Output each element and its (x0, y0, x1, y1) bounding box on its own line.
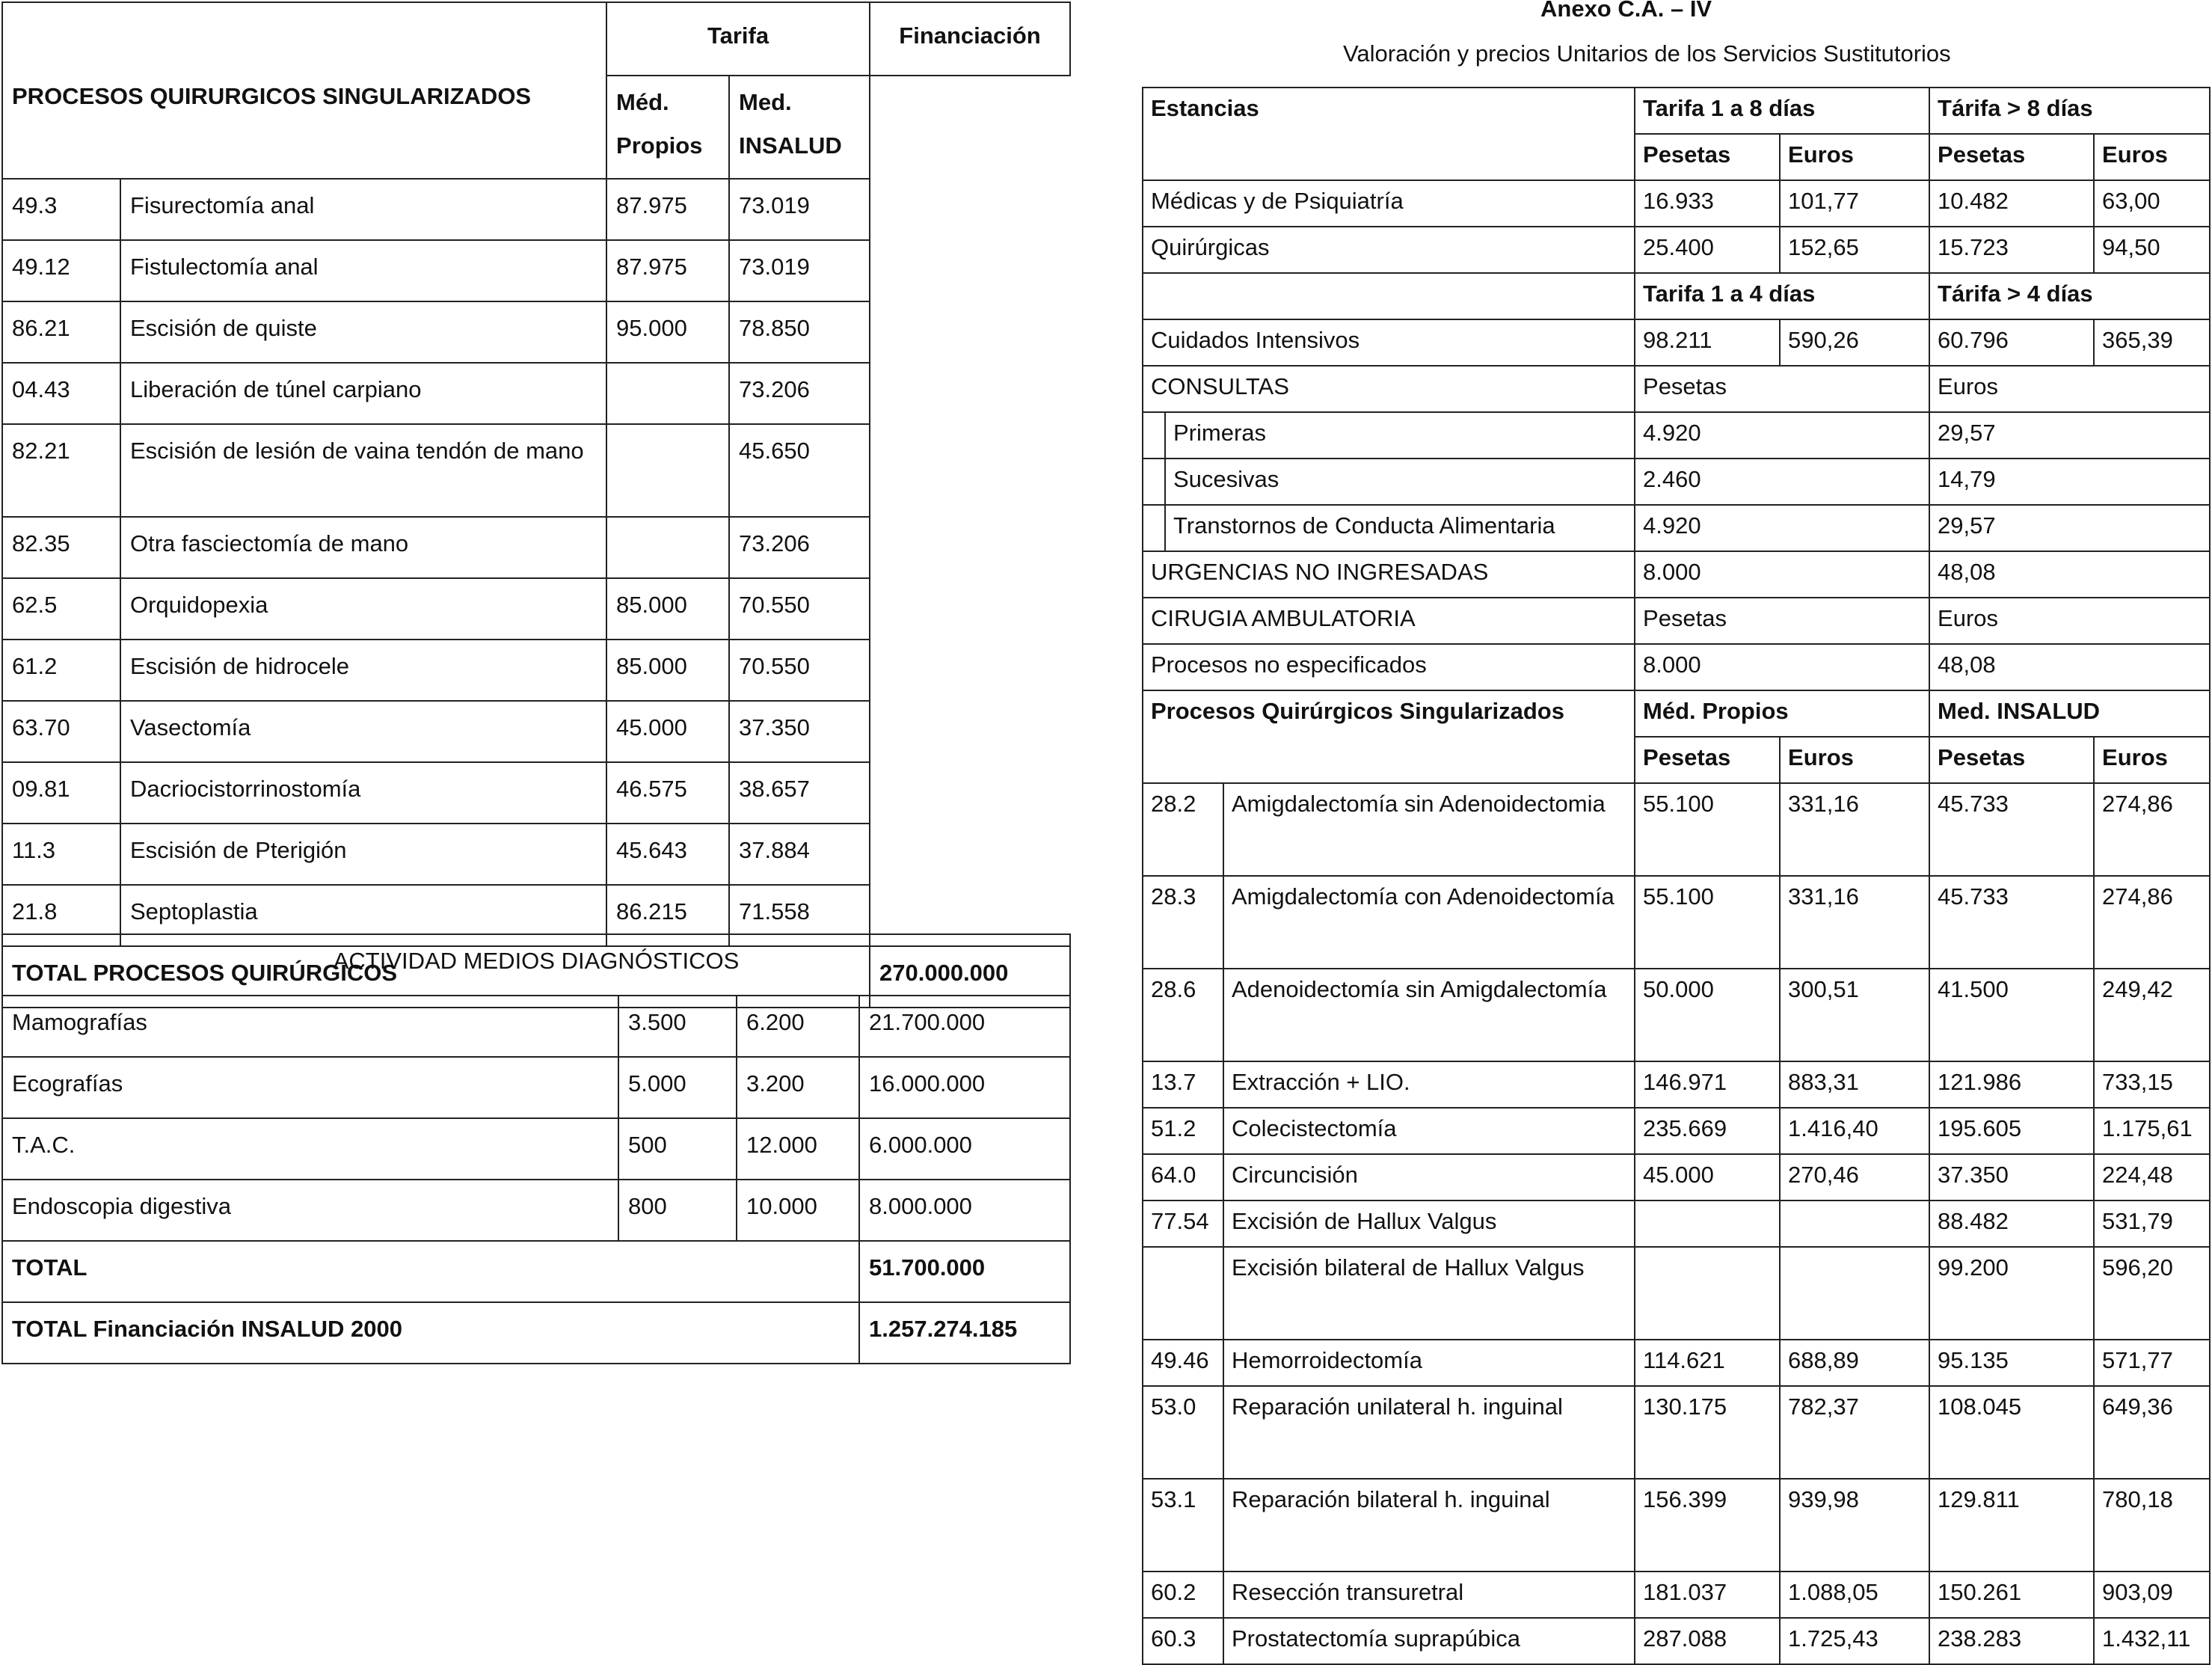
table-row (1143, 180, 2210, 227)
tarifa-1-8-header: Tarifa 1 a 8 días (1635, 88, 1929, 134)
cell-value: 29,57 (1929, 412, 2210, 459)
anexo-title: Anexo C.A. – IV (1540, 0, 1712, 22)
cell-value: 780,18 (2094, 1479, 2210, 1572)
proceso-name: Reparación unilateral h. inguinal (1223, 1386, 1635, 1479)
diagnostico-cantidad: 800 (618, 1180, 737, 1241)
proceso-name: Prostatectomía suprapúbica (1223, 1618, 1635, 1664)
diagnostico-name: Ecografías (2, 1057, 618, 1118)
cell-value: 55.100 (1635, 876, 1780, 969)
table-row (1143, 1479, 2210, 1572)
proceso-code: 28.3 (1143, 876, 1223, 969)
cell-value: 596,20 (2094, 1247, 2210, 1340)
proceso-code: 49.12 (2, 240, 120, 301)
cell-value: 300,51 (1780, 969, 1929, 1061)
cell-value: 195.605 (1929, 1108, 2094, 1154)
table-row (2, 517, 1070, 578)
consulta-cell (1143, 459, 1635, 505)
pesetas-label: Pesetas (1635, 366, 1929, 412)
proceso-name: Resección transuretral (1223, 1572, 1635, 1618)
cell-value: 29,57 (1929, 505, 2210, 551)
cell-value: 8.000 (1635, 551, 1929, 598)
procesos-quirurgicos-table (1, 1, 1071, 1008)
cell-value: 331,16 (1780, 876, 1929, 969)
proceso-code: 64.0 (1143, 1154, 1223, 1201)
cell-value: 152,65 (1780, 227, 1929, 273)
valoracion-precios-table (1142, 87, 2211, 1665)
cell-value: 50.000 (1635, 969, 1780, 1061)
proceso-propios: 46.575 (606, 762, 729, 824)
cell-value: 649,36 (2094, 1386, 2210, 1479)
proceso-insalud: 73.206 (729, 363, 870, 424)
table-row (1143, 1201, 2210, 1247)
proceso-insalud: 73.019 (729, 179, 870, 240)
cell-value: 45.733 (1929, 783, 2094, 876)
cell-value: 41.500 (1929, 969, 2094, 1061)
pqs-header: Procesos Quirúrgicos Singularizados (1143, 690, 1635, 783)
cell-value: 94,50 (2094, 227, 2210, 273)
cell-value: 25.400 (1635, 227, 1780, 273)
tarifa-header: Tarifa (606, 2, 870, 76)
table-row (1143, 783, 2210, 876)
proceso-name: Fisurectomía anal (120, 179, 606, 240)
total-financiacion-label: TOTAL Financiación INSALUD 2000 (2, 1302, 859, 1364)
proceso-code: 28.2 (1143, 783, 1223, 876)
table-row (2, 1057, 1070, 1118)
cell-value: 114.621 (1635, 1340, 1780, 1386)
cell-value: 37.350 (1929, 1154, 2094, 1201)
med-insalud-header: Med. INSALUD (1929, 690, 2210, 737)
cell-value: 95.135 (1929, 1340, 2094, 1386)
table-row (2, 1118, 1070, 1180)
cell-value: 45.733 (1929, 876, 2094, 969)
proceso-code: 09.81 (2, 762, 120, 824)
proceso-code: 63.70 (2, 701, 120, 762)
diagnostico-total: 16.000.000 (859, 1057, 1070, 1118)
table-row (2, 701, 1070, 762)
proceso-name: Escisión de Pterigión (120, 824, 606, 885)
anexo-subtitle: Valoración y precios Unitarios de los Servicios Sustitutorios (1343, 40, 1951, 67)
cell-value: 287.088 (1635, 1618, 1780, 1664)
euros-label: Euros (1929, 366, 2210, 412)
consulta-label: Primeras (1173, 420, 1267, 446)
proceso-propios: 95.000 (606, 301, 729, 363)
cell-value: 571,77 (2094, 1340, 2210, 1386)
med-propios-header: Méd. Propios (1635, 690, 1929, 737)
euros-header: Euros (2094, 134, 2210, 180)
table-row (1143, 1154, 2210, 1201)
proceso-name: Amigdalectomía sin Adenoidectomia (1223, 783, 1635, 876)
consulta-label: Transtornos de Conducta Alimentaria (1173, 512, 1555, 539)
row-label: Cuidados Intensivos (1143, 319, 1635, 366)
proceso-insalud: 78.850 (729, 301, 870, 363)
proceso-code: 60.3 (1143, 1618, 1223, 1664)
total-label: TOTAL (2, 1241, 859, 1302)
proceso-insalud: 38.657 (729, 762, 870, 824)
euros-header: Euros (1780, 134, 1929, 180)
row-label: Médicas y de Psiquiatría (1143, 180, 1635, 227)
cell-value: 88.482 (1929, 1201, 2094, 1247)
diagnosticos-title: ACTIVIDAD MEDIOS DIAGNÓSTICOS (2, 934, 1070, 996)
med-propios-header: Méd. Propios (606, 76, 729, 179)
table-row (1143, 319, 2210, 366)
euros-header: Euros (2094, 737, 2210, 783)
cell-value: 270,46 (1780, 1154, 1929, 1201)
table-row (2, 301, 1070, 363)
procesos-header-title: PROCESOS QUIRURGICOS SINGULARIZADOS (2, 2, 606, 179)
table-row (1143, 1340, 2210, 1386)
proceso-code: 11.3 (2, 824, 120, 885)
proceso-insalud: 73.019 (729, 240, 870, 301)
cell-value (1780, 1247, 1929, 1340)
cell-value: 4.920 (1635, 505, 1929, 551)
proceso-name: Escisión de quiste (120, 301, 606, 363)
table-row (2, 363, 1070, 424)
cell-value: 55.100 (1635, 783, 1780, 876)
tarifa-gt4-header: Tárifa > 4 días (1929, 273, 2210, 319)
cell-value: 331,16 (1780, 783, 1929, 876)
proceso-name: Colecistectomía (1223, 1108, 1635, 1154)
proceso-propios (606, 517, 729, 578)
cell-value: 130.175 (1635, 1386, 1780, 1479)
proceso-propios (606, 363, 729, 424)
table-row (2, 996, 1070, 1057)
cell-value: 365,39 (2094, 319, 2210, 366)
pesetas-header: Pesetas (1929, 134, 2094, 180)
diagnostico-tarifa: 6.200 (737, 996, 859, 1057)
diagnostico-total: 8.000.000 (859, 1180, 1070, 1241)
table-row (1143, 644, 2210, 690)
diagnostico-tarifa: 3.200 (737, 1057, 859, 1118)
pesetas-header: Pesetas (1635, 134, 1780, 180)
table-row (1143, 505, 2210, 551)
table-row (2, 179, 1070, 240)
diagnostico-cantidad: 500 (618, 1118, 737, 1180)
diagnostico-total: 6.000.000 (859, 1118, 1070, 1180)
cell-value: 2.460 (1635, 459, 1929, 505)
proceso-insalud: 70.550 (729, 578, 870, 640)
cell-value: 274,86 (2094, 876, 2210, 969)
proceso-name: Vasectomía (120, 701, 606, 762)
cell-value: 883,31 (1780, 1061, 1929, 1108)
diagnostico-cantidad: 5.000 (618, 1057, 737, 1118)
cell-value: 4.920 (1635, 412, 1929, 459)
proceso-code: 82.35 (2, 517, 120, 578)
cell-value: 10.482 (1929, 180, 2094, 227)
diagnostico-name: Endoscopia digestiva (2, 1180, 618, 1241)
proceso-propios: 85.000 (606, 640, 729, 701)
table-row (1143, 1247, 2210, 1340)
cell-value: 15.723 (1929, 227, 2094, 273)
proceso-name: Excisión bilateral de Hallux Valgus (1223, 1247, 1635, 1340)
cell-value: 48,08 (1929, 644, 2210, 690)
pesetas-label: Pesetas (1635, 598, 1929, 644)
cell-value: 782,37 (1780, 1386, 1929, 1479)
proceso-name: Circuncisión (1223, 1154, 1635, 1201)
proceso-insalud: 70.550 (729, 640, 870, 701)
estancias-header: Estancias (1143, 88, 1635, 180)
total-procesos-value: 270.000.000 (870, 946, 1070, 1008)
cell-value: 8.000 (1635, 644, 1929, 690)
med-insalud-header: Med. INSALUD (729, 76, 870, 179)
cell-value: 1.175,61 (2094, 1108, 2210, 1154)
proceso-code: 49.3 (2, 179, 120, 240)
cell-value: 531,79 (2094, 1201, 2210, 1247)
consulta-cell (1143, 412, 1635, 459)
proceso-name: Escisión de lesión de vaina tendón de mano (120, 424, 606, 517)
pesetas-header: Pesetas (1929, 737, 2094, 783)
proceso-insalud: 45.650 (729, 424, 870, 517)
table-row (2, 762, 1070, 824)
table-row (1143, 227, 2210, 273)
table-row (1143, 1386, 2210, 1479)
cell-value: 1.416,40 (1780, 1108, 1929, 1154)
cell-value (1635, 1201, 1780, 1247)
proceso-name: Extracción + LIO. (1223, 1061, 1635, 1108)
cell-value: 249,42 (2094, 969, 2210, 1061)
row-label: Quirúrgicas (1143, 227, 1635, 273)
cell-value: 45.000 (1635, 1154, 1780, 1201)
proceso-name: Adenoidectomía sin Amigdalectomía (1223, 969, 1635, 1061)
financiacion-header: Financiación (870, 2, 1070, 76)
proceso-propios: 87.975 (606, 179, 729, 240)
table-row (1143, 412, 2210, 459)
cell-value: 733,15 (2094, 1061, 2210, 1108)
proceso-name: Otra fasciectomía de mano (120, 517, 606, 578)
medios-diagnosticos-table (1, 933, 1071, 1364)
cell-value: 129.811 (1929, 1479, 2094, 1572)
euros-header: Euros (1780, 737, 1929, 783)
diagnostico-tarifa: 10.000 (737, 1180, 859, 1241)
table-row (2, 640, 1070, 701)
proceso-name: Amigdalectomía con Adenoidectomía (1223, 876, 1635, 969)
proceso-name: Dacriocistorrinostomía (120, 762, 606, 824)
proceso-code: 21.8 (2, 885, 120, 946)
proceso-propios (606, 424, 729, 517)
cell-value: 108.045 (1929, 1386, 2094, 1479)
diagnostico-name: T.A.C. (2, 1118, 618, 1180)
proceso-propios: 86.215 (606, 885, 729, 946)
cell-value: 101,77 (1780, 180, 1929, 227)
cell-value: 156.399 (1635, 1479, 1780, 1572)
consultas-header: CONSULTAS (1143, 366, 1635, 412)
diagnostico-total: 21.700.000 (859, 996, 1070, 1057)
proceso-code (1143, 1247, 1223, 1340)
cell-value: 48,08 (1929, 551, 2210, 598)
cell-value: 63,00 (2094, 180, 2210, 227)
table-row (1143, 876, 2210, 969)
cell-value: 590,26 (1780, 319, 1929, 366)
proceso-name: Liberación de túnel carpiano (120, 363, 606, 424)
table-row (1143, 1572, 2210, 1618)
cell-value: 146.971 (1635, 1061, 1780, 1108)
cell-value: 60.796 (1929, 319, 2094, 366)
cell-value: 235.669 (1635, 1108, 1780, 1154)
proceso-code: 62.5 (2, 578, 120, 640)
proceso-code: 53.0 (1143, 1386, 1223, 1479)
cell-value (1780, 1201, 1929, 1247)
total-value: 51.700.000 (859, 1241, 1070, 1302)
proceso-insalud: 73.206 (729, 517, 870, 578)
cell-value: 1.725,43 (1780, 1618, 1929, 1664)
cell-value: 1.088,05 (1780, 1572, 1929, 1618)
table-row (1143, 969, 2210, 1061)
table-row (1143, 1108, 2210, 1154)
cell-value: 150.261 (1929, 1572, 2094, 1618)
cell-value: 1.432,11 (2094, 1618, 2210, 1664)
table-row (2, 824, 1070, 885)
proceso-propios: 45.000 (606, 701, 729, 762)
cell-value: 98.211 (1635, 319, 1780, 366)
proceso-code: 49.46 (1143, 1340, 1223, 1386)
cell-value: 14,79 (1929, 459, 2210, 505)
cirugia-header: CIRUGIA AMBULATORIA (1143, 598, 1635, 644)
proceso-code: 53.1 (1143, 1479, 1223, 1572)
cell-value: 99.200 (1929, 1247, 2094, 1340)
proceso-code: 60.2 (1143, 1572, 1223, 1618)
total-procesos-label: TOTAL PROCESOS QUIRÚRGICOS (2, 946, 870, 1008)
table-row (1143, 459, 2210, 505)
tarifa-gt8-header: Tárifa > 8 días (1929, 88, 2210, 134)
proceso-code: 61.2 (2, 640, 120, 701)
euros-label: Euros (1929, 598, 2210, 644)
total-financiacion-value: 1.257.274.185 (859, 1302, 1070, 1364)
proceso-name: Escisión de hidrocele (120, 640, 606, 701)
table-row (2, 1180, 1070, 1241)
cell-value: 224,48 (2094, 1154, 2210, 1201)
diagnostico-name: Mamografías (2, 996, 618, 1057)
proceso-name: Orquidopexia (120, 578, 606, 640)
cell-value: 238.283 (1929, 1618, 2094, 1664)
table-row (2, 578, 1070, 640)
row-label: Procesos no especificados (1143, 644, 1635, 690)
consulta-cell (1143, 505, 1635, 551)
tarifa-1-4-header: Tarifa 1 a 4 días (1635, 273, 1929, 319)
proceso-code: 82.21 (2, 424, 120, 517)
table-row (1143, 1061, 2210, 1108)
table-row (1143, 1618, 2210, 1664)
table-row (2, 240, 1070, 301)
cell-value (1635, 1247, 1780, 1340)
proceso-code: 77.54 (1143, 1201, 1223, 1247)
cell-value: 939,98 (1780, 1479, 1929, 1572)
proceso-code: 04.43 (2, 363, 120, 424)
proceso-insalud: 37.884 (729, 824, 870, 885)
cell-value: 181.037 (1635, 1572, 1780, 1618)
cell-value: 274,86 (2094, 783, 2210, 876)
proceso-insalud: 37.350 (729, 701, 870, 762)
proceso-name: Excisión de Hallux Valgus (1223, 1201, 1635, 1247)
proceso-code: 51.2 (1143, 1108, 1223, 1154)
proceso-name: Septoplastia (120, 885, 606, 946)
consulta-label: Sucesivas (1173, 466, 1279, 492)
table-row (1143, 551, 2210, 598)
proceso-name: Fistulectomía anal (120, 240, 606, 301)
proceso-name: Reparación bilateral h. inguinal (1223, 1479, 1635, 1572)
proceso-code: 86.21 (2, 301, 120, 363)
pesetas-header: Pesetas (1635, 737, 1780, 783)
proceso-name: Hemorroidectomía (1223, 1340, 1635, 1386)
proceso-insalud: 71.558 (729, 885, 870, 946)
proceso-propios: 45.643 (606, 824, 729, 885)
cell-value: 16.933 (1635, 180, 1780, 227)
cell-value: 903,09 (2094, 1572, 2210, 1618)
cell-value: 121.986 (1929, 1061, 2094, 1108)
proceso-propios: 85.000 (606, 578, 729, 640)
diagnostico-tarifa: 12.000 (737, 1118, 859, 1180)
proceso-code: 13.7 (1143, 1061, 1223, 1108)
proceso-code: 28.6 (1143, 969, 1223, 1061)
table-row (2, 424, 1070, 517)
proceso-propios: 87.975 (606, 240, 729, 301)
cell-value: 688,89 (1780, 1340, 1929, 1386)
row-label: URGENCIAS NO INGRESADAS (1143, 551, 1635, 598)
diagnostico-cantidad: 3.500 (618, 996, 737, 1057)
